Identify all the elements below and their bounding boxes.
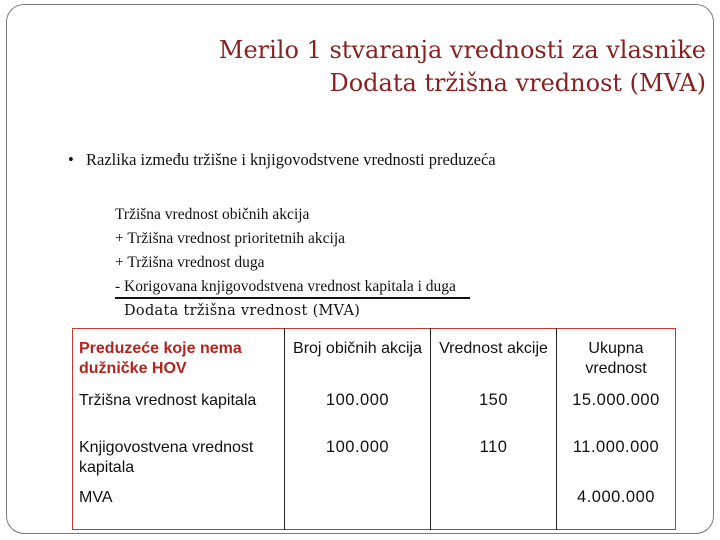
cell-share-value <box>431 482 557 530</box>
header-share-count: Broj običnih akcija <box>285 329 431 384</box>
bullet-item <box>68 150 496 170</box>
bullet-symbol: • <box>68 150 74 169</box>
cell-share-value <box>431 432 557 482</box>
cell-value: 4.000.000 <box>577 488 655 506</box>
cell-value: 100.000 <box>325 391 390 409</box>
table-row <box>73 482 676 530</box>
slide-title <box>219 34 706 100</box>
formula-line-4: - Korigovana knjigovodstvena vrednost kapitala i duga <box>115 277 470 299</box>
table-header-row <box>73 329 676 384</box>
title-line-2: Dodata tržišna vrednost (MVA) <box>329 69 706 97</box>
cell-value: 110 <box>479 438 508 456</box>
cell-total-value <box>557 432 676 482</box>
header-share-value: Vrednost akcije <box>431 329 557 384</box>
header-total-value: Ukupna vrednost <box>585 340 647 377</box>
cell-share-count <box>285 383 431 432</box>
cell-total-value <box>557 383 676 432</box>
row-label: Knjigovostvena vrednost kapitala <box>79 439 254 476</box>
formula-result: Dodata tržišna vrednost (MVA) <box>124 303 361 319</box>
cell-share-count <box>285 432 431 482</box>
cell-share-count <box>285 482 431 530</box>
cell-total-value <box>557 482 676 530</box>
cell-value: 100.000 <box>325 438 390 456</box>
row-label: MVA <box>79 489 113 506</box>
row-label: Tržišna vrednost kapitala <box>79 392 257 409</box>
cell-share-value <box>431 383 557 432</box>
formula-line-3: + Tržišna vrednost duga <box>115 254 265 271</box>
table-row <box>73 432 676 482</box>
mva-table <box>72 328 676 530</box>
header-company: Preduzeće koje nema dužničke HOV <box>79 340 242 377</box>
formula-line-1: Tržišna vrednost običnih akcija <box>115 206 310 223</box>
title-line-1: Merilo 1 stvaranja vrednosti za vlasnike <box>218 36 706 64</box>
cell-value: 150 <box>478 391 509 409</box>
cell-value: 11.000.000 <box>572 438 660 456</box>
bullet-text: Razlika između tržišne i knjigovodstvene vrednosti preduzeća <box>86 150 496 169</box>
table-row <box>73 383 676 432</box>
mva-formula <box>115 203 470 323</box>
cell-value: 15.000.000 <box>572 391 660 409</box>
formula-line-2: + Tržišna vrednost prioritetnih akcija <box>115 230 346 247</box>
